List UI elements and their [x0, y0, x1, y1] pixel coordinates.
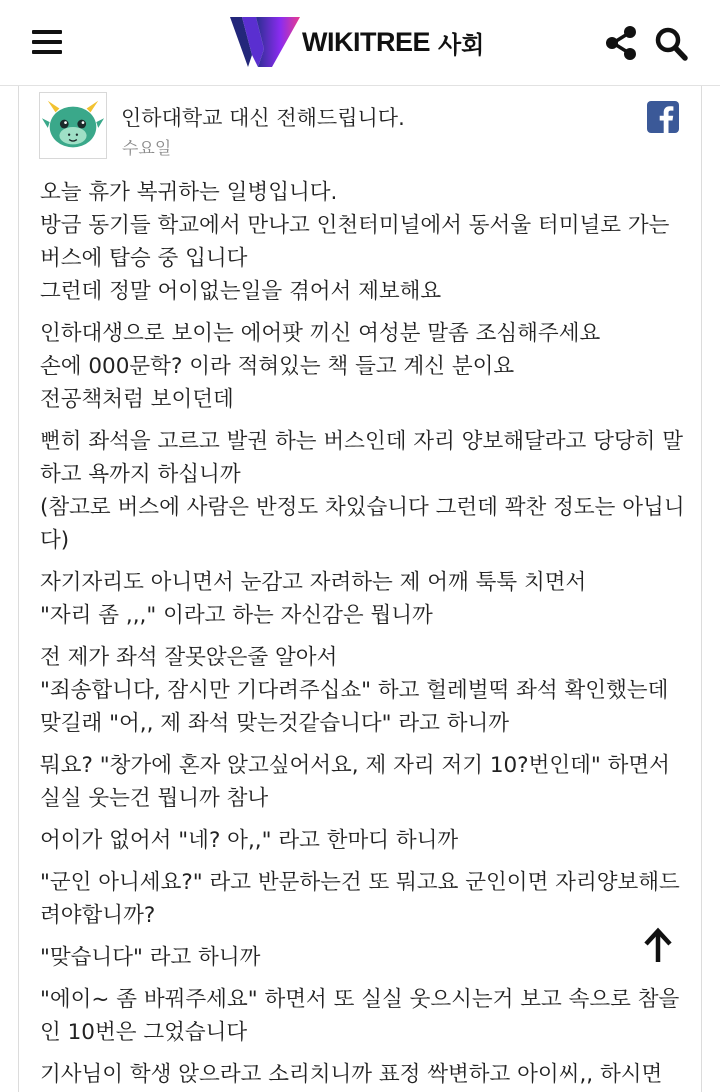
post-paragraph: 기사님이 학생 앉으라고 소리치니까 표정 싹변하고 아이씨,, 하시면 [40, 1062, 663, 1087]
section-label: 사회 [438, 30, 485, 59]
post-paragraph: "군인 아니세요?" 라고 반문하는건 또 뭐고요 군인이면 자리양보해드려야합니까? [40, 870, 680, 928]
dragon-mascot-avatar-icon [40, 93, 106, 158]
top-bar [0, 0, 720, 86]
facebook-icon[interactable] [646, 100, 680, 134]
search-icon[interactable] [654, 25, 688, 61]
wikitree-logo-mark-icon [228, 15, 300, 69]
post-paragraph: 뭐요? "창가에 혼자 앉고싶어서요, 제 자리 저기 10?번인데" 하면서 실실 웃는건 뭡니까 참나 [40, 753, 670, 811]
post-header [39, 92, 683, 162]
post-paragraph: 인하대생으로 보이는 에어팟 끼신 여성분 말좀 조심해주세요 손에 000문학? 이라 적혀있는 책 들고 계신 분이요 전공책처럼 보이던데 [40, 321, 601, 412]
post-paragraph: 어이가 없어서 "네? 아,," 라고 한마디 하니까 [40, 828, 459, 853]
arrow-up-icon[interactable] [637, 924, 679, 966]
post-paragraph: 뻔히 좌석을 고르고 발권 하는 버스인데 자리 양보해달라고 당당히 말하고 욕까지 하십니까 (참고로 버스에 사람은 반정도 차있습니다 그런데 꽉찬 정도는 아닙니다) [40, 429, 685, 553]
post-date: 수요일 [122, 139, 172, 159]
avatar[interactable] [39, 92, 107, 159]
wikitree-logo[interactable] [228, 14, 484, 70]
post-paragraph: "에이~ 좀 바꿔주세요" 하면서 또 실실 웃으시는거 보고 속으로 참을인 10번은 그었습니다 [40, 987, 680, 1045]
menu-icon[interactable] [32, 29, 62, 55]
post-paragraph: 자기자리도 아니면서 눈감고 자려하는 제 어깨 툭툭 치면서 "자리 좀 ,,," 이라고 하는 자신감은 뭡니까 [40, 570, 587, 628]
post-card [18, 86, 702, 1092]
post-author[interactable]: 인하대학교 대신 전해드립니다. [121, 106, 405, 130]
post-paragraph: 오늘 휴가 복귀하는 일병입니다. 방금 동기들 학교에서 만나고 인천터미널에서 동서울 터미널로 가는 버스에 탑승 중 입니다 그런데 정말 어이없는일을 겪어서 제보해요 [40, 180, 670, 304]
post-body [40, 176, 690, 1092]
share-icon[interactable] [604, 25, 638, 61]
post-paragraph: "맞습니다" 라고 하니까 [40, 945, 261, 970]
post-paragraph: 전 제가 좌석 잘못앉은줄 알아서 "죄송합니다, 잠시만 기다려주십쇼" 하고 헐레벌떡 좌석 확인했는데 맞길래 "어,, 제 좌석 맞는것같습니다" 라고 하니까 [40, 645, 669, 736]
logo-text: WIKITREE [302, 26, 430, 57]
